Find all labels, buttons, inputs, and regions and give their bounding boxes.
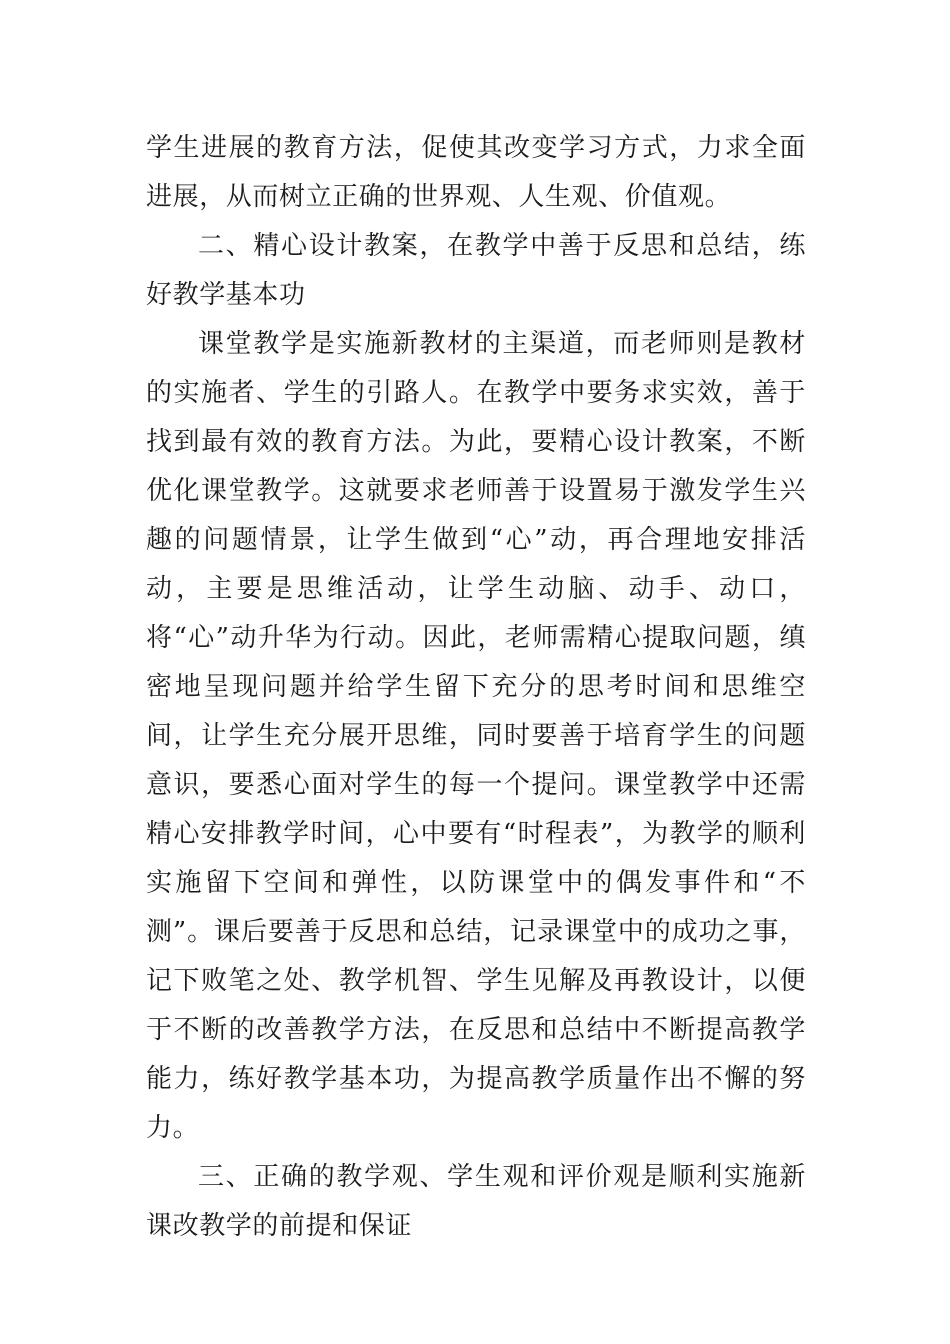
document-body (146, 124, 806, 1251)
section-heading-three: 三、正确的教学观、学生观和评价观是顺利实施新课改教学的前提和保证 (146, 1162, 806, 1241)
paragraph-section-two-body: 课堂教学是实施新教材的主渠道，而老师则是教材的实施者、学生的引路人。在教学中要务求实效，善于找到最有效的教育方法。为此，要精心设计教案，不断优化课堂教学。这就要求老师善于设置易于激发学生兴趣的问题情景，让学生做到“心”动，再合理地安排活动，主要是思维活动，让学生动脑、动手、动口，将“心”动升华为行动。因此，老师需精心提取问题，缜密地呈现问题并给学生留下充分的思考时间和思维空间，让学生充分展开思维，同时要善于培育学生的问题意识，要悉心面对学生的每一个提问。课堂教学中还需精心安排教学时间，心中要有“时程表”，为教学的顺利实施留下空间和弹性，以防课堂中的偶发事件和“不测”。课后要善于反思和总结，记录课堂中的成功之事，记下败笔之处、教学机智、学生见解及再教设计，以便于不断的改善教学方法，在反思和总结中不断提高教学能力，练好教学基本功，为提高教学质量作出不懈的努力。 (146, 329, 806, 1143)
paragraph-continuation: 学生进展的教育方法，促使其改变学习方式，力求全面进展，从而树立正确的世界观、人生观、价值观。 (146, 133, 806, 212)
section-heading-two: 二、精心设计教案，在教学中善于反思和总结，练好教学基本功 (146, 231, 806, 310)
